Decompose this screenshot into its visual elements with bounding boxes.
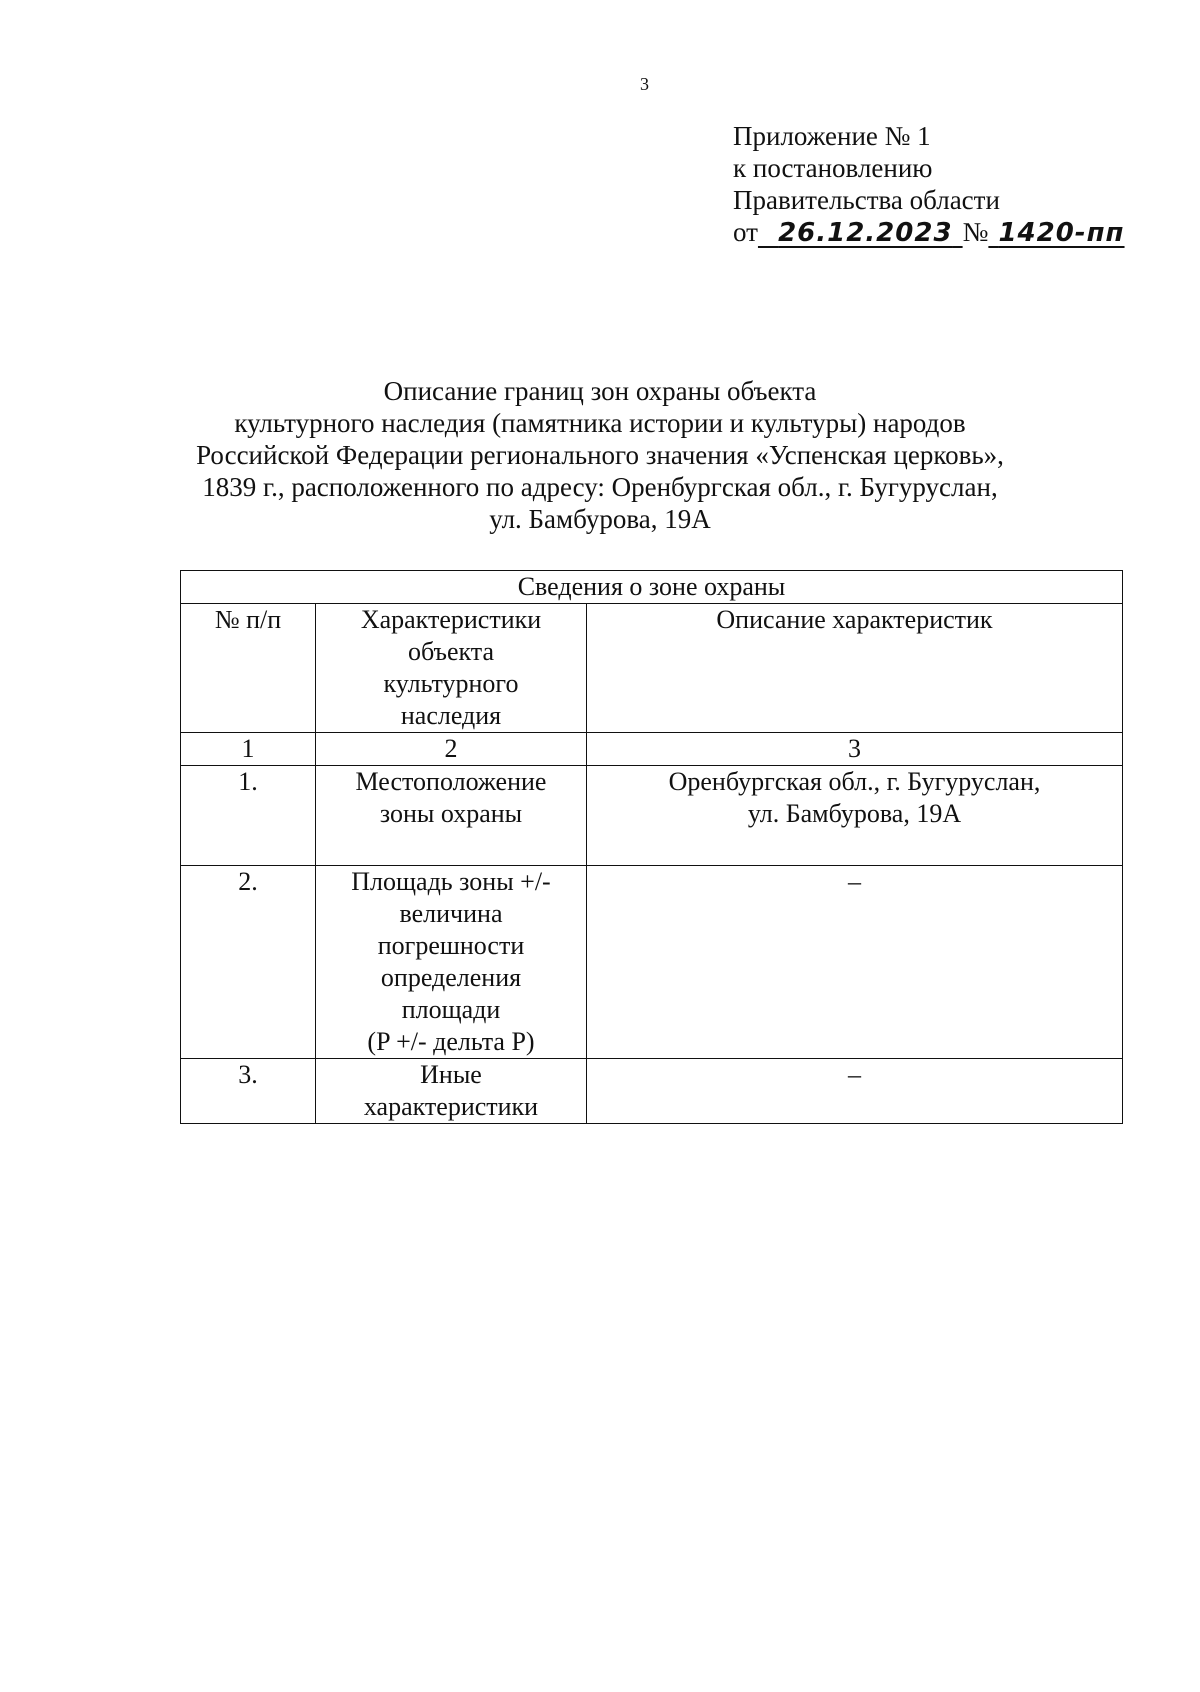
title-line-5: ул. Бамбурова, 19А	[489, 504, 711, 534]
table-caption-row	[181, 571, 1123, 604]
row-characteristic-line: Площадь зоны +/-	[351, 867, 551, 896]
row-description	[587, 866, 1123, 1059]
title-line-2: культурного наследия (памятника истории и культуры) народов	[234, 408, 966, 438]
header-characteristics-line: культурного	[383, 669, 519, 698]
table-caption: Сведения о зоне охраны	[181, 571, 1123, 604]
header-characteristics-line: наследия	[400, 701, 502, 730]
row-characteristic-line: Местоположение	[355, 767, 547, 796]
title-line-1: Описание границ зон охраны объекта	[383, 376, 817, 406]
number-sign: №	[962, 217, 989, 247]
table-header-row	[181, 604, 1123, 733]
row-description-line: Оренбургская обл., г. Бугуруслан,	[668, 767, 1041, 796]
row-number: 1.	[181, 766, 316, 866]
index-cell: 3	[587, 733, 1123, 766]
header-characteristics	[316, 604, 587, 733]
row-description	[587, 1059, 1123, 1124]
table-row	[181, 1059, 1123, 1124]
row-number: 3.	[181, 1059, 316, 1124]
row-characteristic-line: определения	[380, 963, 522, 992]
title-line-3: Российской Федерации регионального значения «Успенская церковь»,	[196, 440, 1004, 470]
date-prefix: от	[733, 217, 758, 247]
handwritten-date: 26.12.2023	[778, 218, 953, 248]
row-description-line: ул. Бамбурова, 19А	[747, 799, 962, 828]
page-number: 3	[640, 74, 649, 94]
index-cell: 1	[181, 733, 316, 766]
row-characteristic	[316, 1059, 587, 1124]
row-characteristic-line: характеристики	[363, 1092, 539, 1121]
header-characteristics-line: Характеристики	[360, 605, 542, 634]
row-characteristic-line: погрешности	[377, 931, 525, 960]
row-characteristic-line: площади	[401, 995, 501, 1024]
row-characteristic	[316, 866, 587, 1059]
row-characteristic	[316, 766, 587, 866]
row-characteristic-line: зоны охраны	[379, 799, 523, 828]
appendix-line-3: Правительства области	[733, 185, 1000, 215]
row-characteristic-line: Иные	[420, 1060, 482, 1089]
header-characteristics-line: объекта	[407, 637, 495, 666]
row-description-line: –	[848, 867, 861, 896]
row-characteristic-line: величина	[399, 899, 503, 928]
table-row	[181, 766, 1123, 866]
document-title	[140, 375, 1060, 535]
header-description: Описание характеристик	[587, 604, 1123, 733]
row-description	[587, 766, 1123, 866]
appendix-header	[733, 120, 1125, 249]
row-characteristic-line: (P +/- дельта P)	[367, 1027, 535, 1056]
row-number: 2.	[181, 866, 316, 1059]
table-row	[181, 866, 1123, 1059]
handwritten-number: 1420-пп	[998, 218, 1125, 248]
zone-info-table	[180, 570, 1123, 1124]
appendix-line-2: к постановлению	[733, 153, 933, 183]
index-cell: 2	[316, 733, 587, 766]
table-index-row	[181, 733, 1123, 766]
row-description-line: –	[848, 1060, 861, 1089]
header-number: № п/п	[181, 604, 316, 733]
appendix-date-line	[733, 216, 1125, 249]
title-line-4: 1839 г., расположенного по адресу: Оренбургская обл., г. Бугуруслан,	[202, 472, 998, 502]
appendix-line-1: Приложение № 1	[733, 121, 931, 151]
